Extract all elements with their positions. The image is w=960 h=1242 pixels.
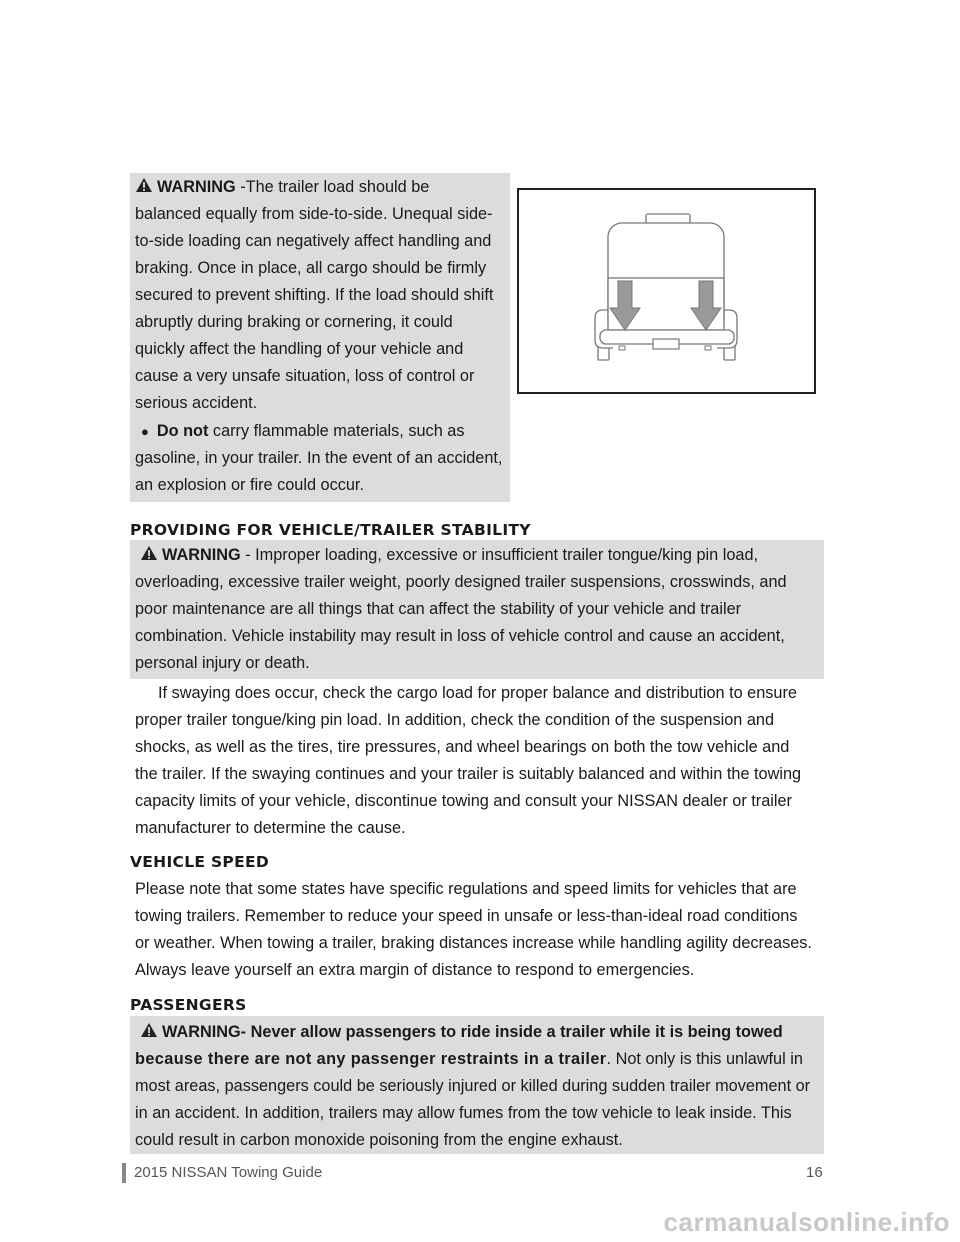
warning-text: - Improper loading, excessive or insufficient trailer tongue/king pin load, [240, 546, 759, 564]
watermark: carmanualsonline.info [663, 1207, 950, 1237]
warning-1-line: serious accident. [135, 394, 258, 412]
warning-1-line: cause a very unsafe situation, loss of control or [135, 367, 475, 385]
body-line: shocks, as well as the tires, tire pressures, and wheel bearings on both the tow vehicle and [135, 738, 790, 756]
body-line: the trailer. If the swaying continues and your trailer is suitably balanced and within the towing [135, 765, 802, 783]
body-line: capacity limits of your vehicle, discontinue towing and consult your NISSAN dealer or trailer [135, 792, 792, 810]
warning-2-first-line [140, 542, 758, 569]
warning-1-line: abruptly during braking or cornering, it could [135, 313, 453, 331]
bullet-bold: Do not [156, 422, 209, 440]
body-line: towing trailers. Remember to reduce your speed in unsafe or less-than-ideal road conditions [135, 907, 798, 925]
trailer-load-figure [517, 188, 816, 394]
warning-2-line: personal injury or death. [135, 654, 310, 672]
warning-3-line: in an accident. In addition, trailers may allow fumes from the tow vehicle to leak inside. This [135, 1104, 792, 1122]
body-line: proper trailer tongue/king pin load. In addition, check the condition of the suspension and [135, 711, 775, 729]
heading-passengers: PASSENGERS [130, 996, 247, 1014]
warning-1-bullet-cont: gasoline, in your trailer. In the event of an accident, [135, 449, 503, 467]
page-number: 16 [806, 1164, 823, 1181]
warning-3-first-line [140, 1019, 783, 1046]
warning-triangle-icon [140, 545, 158, 561]
warning-1-first-line [135, 174, 429, 201]
warning-1-line: secured to prevent shifting. If the load should shift [135, 286, 494, 304]
warning-1-line: quickly affect the handling of your vehicle and [135, 340, 464, 358]
warning-1-line: to-side loading can negatively affect handling and [135, 232, 492, 250]
warning-3-line: could result in carbon monoxide poisoning from the engine exhaust. [135, 1131, 623, 1149]
warning-label: WARNING [157, 178, 236, 196]
body-line: or weather. When towing a trailer, braking distances increase while handling agility decreases. [135, 934, 812, 952]
footer-title: 2015 NISSAN Towing Guide [134, 1164, 323, 1181]
body-line: Please note that some states have specific regulations and speed limits for vehicles that are [135, 880, 797, 898]
warning-1-line: balanced equally from side-to-side. Unequal side- [135, 205, 493, 223]
body-line: If swaying does occur, check the cargo load for proper balance and distribution to ensure [158, 684, 797, 702]
warning-3-line [135, 1046, 803, 1073]
warning-label: WARNING [162, 546, 241, 564]
warning-text: . Not only is this unlawful in [606, 1050, 803, 1068]
warning-1-bullet-cont: an explosion or fire could occur. [135, 476, 364, 494]
footer-accent-bar [122, 1163, 126, 1183]
body-line: Always leave yourself an extra margin of distance to respond to emergencies. [135, 961, 695, 979]
warning-1-bullet-line [135, 418, 464, 445]
warning-bold-text: WARNING- Never allow passengers to ride inside a trailer while it is being towed [162, 1023, 783, 1041]
warning-triangle-icon [140, 1022, 158, 1038]
body-line: manufacturer to determine the cause. [135, 819, 406, 837]
trailer-rear-illustration [519, 190, 814, 392]
warning-2-line: poor maintenance are all things that can affect the stability of your vehicle and trailer [135, 600, 742, 618]
warning-bold-text: because there are not any passenger restraints in a trailer [135, 1050, 607, 1068]
warning-1-line: braking. Once in place, all cargo should be firmly [135, 259, 487, 277]
heading-stability: PROVIDING FOR VEHICLE/TRAILER STABILITY [130, 521, 531, 539]
warning-text: -The trailer load should be [235, 178, 430, 196]
bullet-text: carry flammable materials, such as [208, 422, 465, 440]
heading-vehicle-speed: VEHICLE SPEED [130, 853, 270, 871]
warning-2-line: combination. Vehicle instability may result in loss of vehicle control and cause an accident, [135, 627, 785, 645]
warning-triangle-icon [135, 177, 153, 193]
bullet-dot: ● [141, 424, 149, 439]
warning-3-line: most areas, passengers could be seriously injured or killed during sudden trailer movement or [135, 1077, 811, 1095]
warning-2-line: overloading, excessive trailer weight, poorly designed trailer suspensions, crosswinds, and [135, 573, 787, 591]
